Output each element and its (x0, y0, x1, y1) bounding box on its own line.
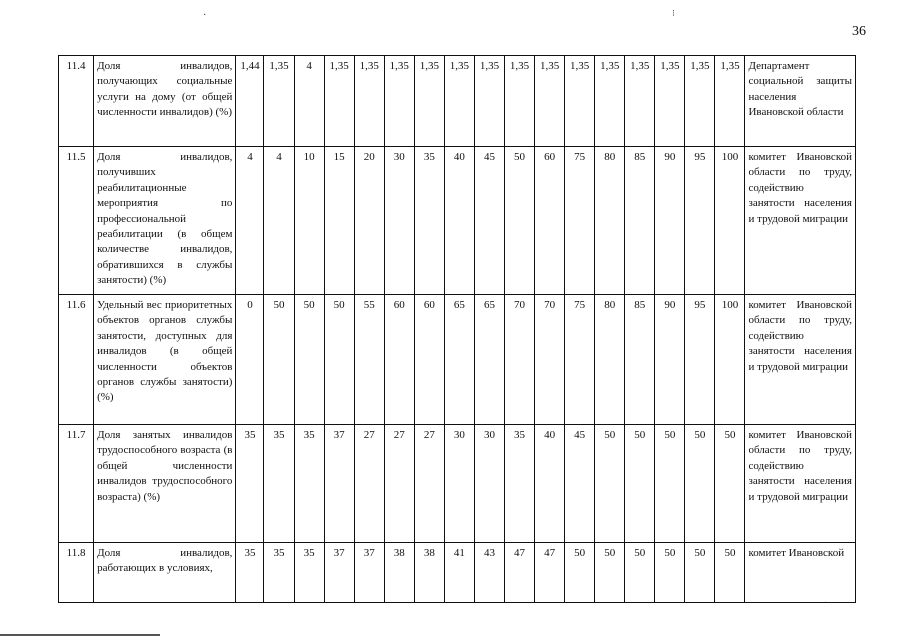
indicator-value: 50 (685, 425, 715, 543)
responsible-organization: комитет Ивановской области по труду, содействию занятости населения и трудовой миграции (745, 147, 856, 295)
indicator-value: 50 (625, 425, 655, 543)
scan-speck: · (824, 598, 828, 609)
indicator-value: 38 (414, 543, 444, 603)
indicator-value: 41 (444, 543, 474, 603)
indicator-value: 50 (655, 425, 685, 543)
row-number: 11.5 (59, 147, 94, 295)
indicators-table (58, 55, 856, 603)
indicator-value: 50 (595, 425, 625, 543)
indicator-value: 50 (324, 295, 354, 425)
table-row (59, 425, 856, 543)
indicator-value: 45 (474, 147, 504, 295)
indicator-value: 47 (535, 543, 565, 603)
responsible-organization: комитет Ивановской области по труду, содействию занятости населения и трудовой миграции (745, 425, 856, 543)
indicator-value: 35 (414, 147, 444, 295)
indicator-value: 40 (535, 425, 565, 543)
indicator-value: 1,35 (685, 56, 715, 147)
indicator-value: 35 (264, 425, 294, 543)
responsible-organization: комитет Ивановской области по труду, содействию занятости населения и трудовой миграции (745, 295, 856, 425)
indicator-value: 30 (444, 425, 474, 543)
indicator-description: Доля инвалидов, получающих социальные услуги на дому (от общей численности инвалидов) (%) (94, 56, 236, 147)
indicator-value: 45 (565, 425, 595, 543)
indicator-value: 1,35 (444, 56, 474, 147)
indicator-value: 47 (504, 543, 534, 603)
indicator-description: Удельный вес приоритетных объектов органов службы занятости, доступных для инвалидов (в общей численности объектов органов службы занятости) (%) (94, 295, 236, 425)
indicator-value: 1,35 (474, 56, 504, 147)
table-row (59, 543, 856, 603)
indicator-value: 37 (324, 425, 354, 543)
indicator-value: 35 (294, 425, 324, 543)
indicator-value: 1,35 (504, 56, 534, 147)
indicator-value: 27 (354, 425, 384, 543)
indicator-value: 35 (236, 425, 264, 543)
indicator-value: 27 (414, 425, 444, 543)
indicator-value: 65 (474, 295, 504, 425)
indicator-value: 4 (264, 147, 294, 295)
indicator-value: 15 (324, 147, 354, 295)
indicator-value: 38 (384, 543, 414, 603)
indicator-value: 50 (655, 543, 685, 603)
indicator-value: 35 (236, 543, 264, 603)
indicator-value: 30 (384, 147, 414, 295)
indicator-value: 35 (294, 543, 324, 603)
indicator-value: 60 (535, 147, 565, 295)
indicator-description: Доля занятых инвалидов трудоспособного возраста (в общей численности инвалидов трудоспособного возраста) (%) (94, 425, 236, 543)
indicator-value: 27 (384, 425, 414, 543)
indicator-value: 95 (685, 295, 715, 425)
scan-speck: ⁝ (672, 8, 675, 18)
indicator-value: 35 (504, 425, 534, 543)
indicator-value: 80 (595, 295, 625, 425)
responsible-organization: комитет Ивановской (745, 543, 856, 603)
indicator-value: 75 (565, 295, 595, 425)
indicator-value: 55 (354, 295, 384, 425)
indicator-value: 4 (294, 56, 324, 147)
indicator-value: 30 (474, 425, 504, 543)
indicator-value: 1,35 (384, 56, 414, 147)
indicator-value: 100 (715, 147, 745, 295)
indicator-value: 37 (324, 543, 354, 603)
indicator-value: 60 (414, 295, 444, 425)
row-number: 11.6 (59, 295, 94, 425)
indicator-value: 50 (595, 543, 625, 603)
indicator-value: 4 (236, 147, 264, 295)
indicator-value: 50 (685, 543, 715, 603)
indicator-value: 50 (294, 295, 324, 425)
indicator-description: Доля инвалидов, получивших реабилитационные мероприятия по профессиональной реабилитации (в общем количестве инвалидов, обратившихся в службы занятости) (%) (94, 147, 236, 295)
responsible-organization: Департамент социальной защиты населения Ивановской области (745, 56, 856, 147)
indicator-value: 85 (625, 147, 655, 295)
indicator-value: 1,35 (324, 56, 354, 147)
indicator-value: 85 (625, 295, 655, 425)
page-number: 36 (852, 24, 866, 39)
indicator-value: 0 (236, 295, 264, 425)
indicator-value: 65 (444, 295, 474, 425)
scan-speck: · (203, 10, 207, 21)
indicator-value: 20 (354, 147, 384, 295)
indicator-value: 1,35 (565, 56, 595, 147)
indicator-value: 10 (294, 147, 324, 295)
indicator-value: 95 (685, 147, 715, 295)
indicator-value: 50 (715, 425, 745, 543)
indicator-description: Доля инвалидов, работающих в условиях, (94, 543, 236, 603)
indicator-value: 50 (264, 295, 294, 425)
indicator-value: 37 (354, 543, 384, 603)
table-row (59, 147, 856, 295)
indicator-value: 35 (264, 543, 294, 603)
indicator-value: 50 (504, 147, 534, 295)
indicator-value: 1,35 (655, 56, 685, 147)
indicator-value: 90 (655, 295, 685, 425)
indicator-value: 50 (625, 543, 655, 603)
table-row (59, 295, 856, 425)
indicator-value: 75 (565, 147, 595, 295)
indicator-value: 1,35 (595, 56, 625, 147)
indicator-value: 40 (444, 147, 474, 295)
indicator-value: 43 (474, 543, 504, 603)
row-number: 11.8 (59, 543, 94, 603)
indicator-value: 1,35 (535, 56, 565, 147)
table-row (59, 56, 856, 147)
indicator-value: 1,44 (236, 56, 264, 147)
footnote-rule (0, 634, 160, 636)
indicator-value: 60 (384, 295, 414, 425)
indicator-value: 1,35 (625, 56, 655, 147)
indicator-value: 1,35 (414, 56, 444, 147)
indicator-value: 80 (595, 147, 625, 295)
indicator-value: 70 (504, 295, 534, 425)
indicator-value: 90 (655, 147, 685, 295)
indicator-value: 1,35 (264, 56, 294, 147)
row-number: 11.7 (59, 425, 94, 543)
indicator-value: 50 (565, 543, 595, 603)
indicator-value: 50 (715, 543, 745, 603)
row-number: 11.4 (59, 56, 94, 147)
indicator-value: 1,35 (715, 56, 745, 147)
indicator-value: 1,35 (354, 56, 384, 147)
indicator-value: 70 (535, 295, 565, 425)
indicator-value: 100 (715, 295, 745, 425)
